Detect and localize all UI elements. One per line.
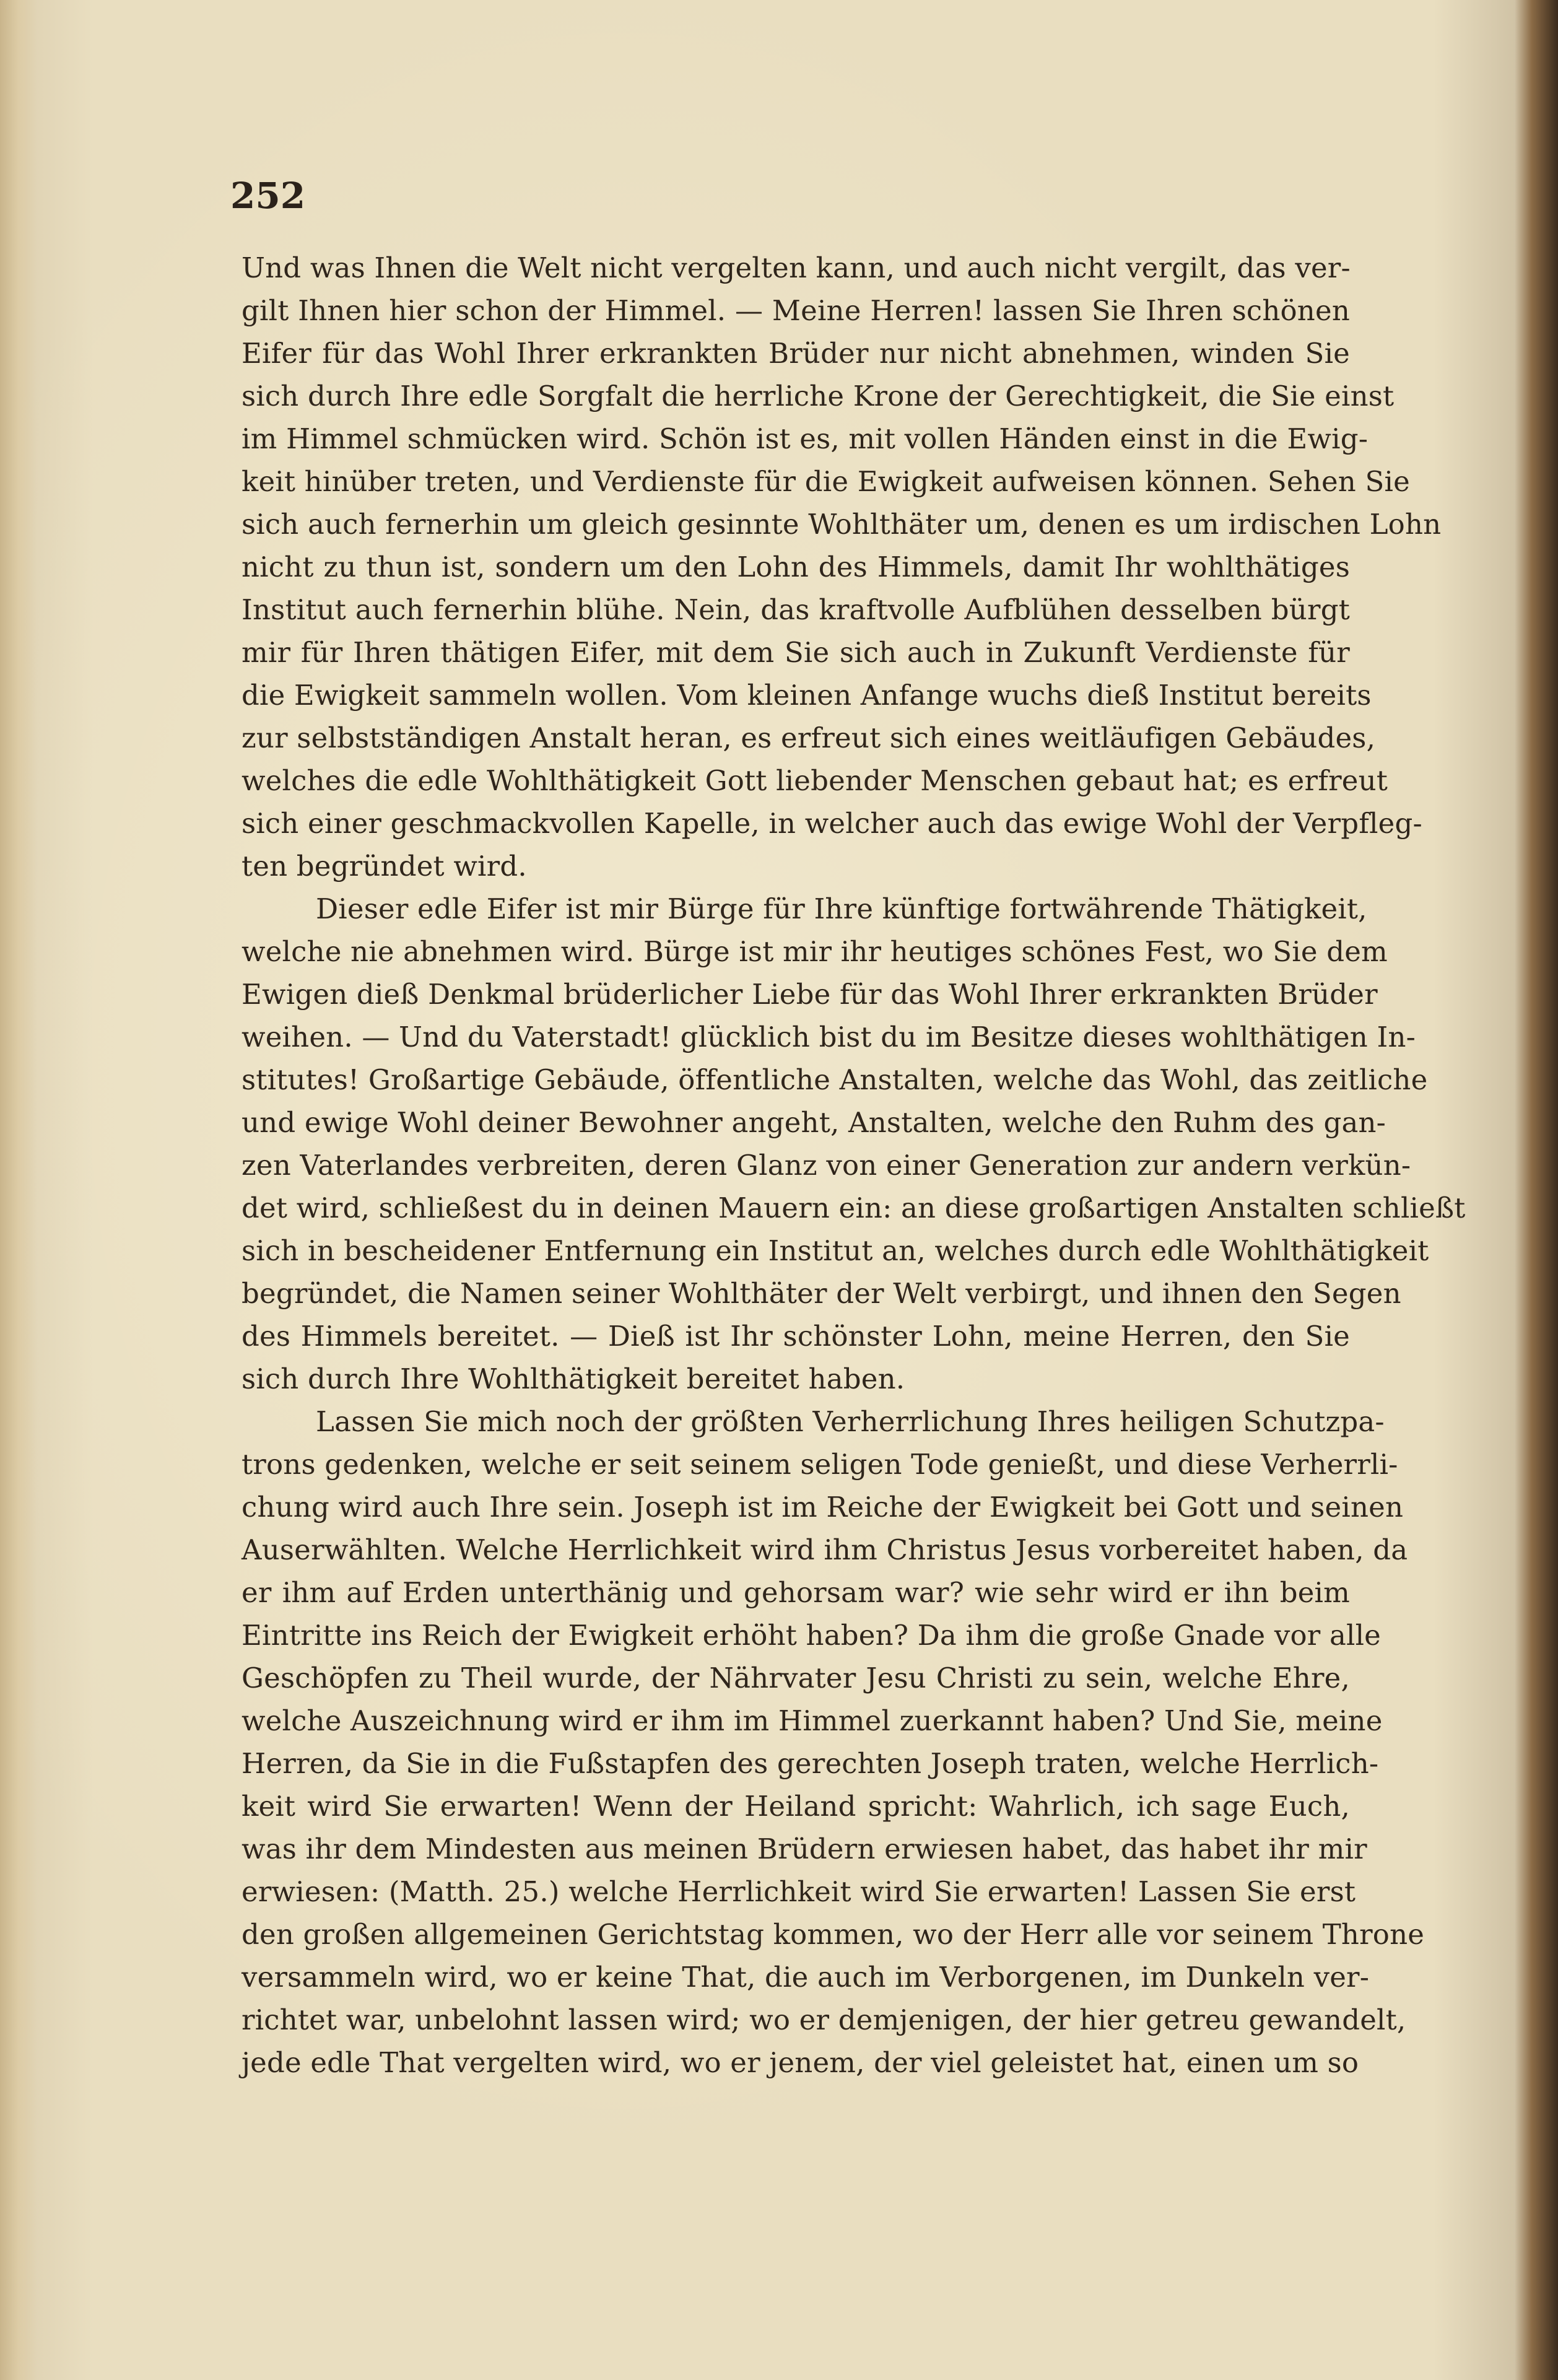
text-line: Ewigen dieß Denkmal brüderlicher Liebe für das Wohl Ihrer erkrankten Brüder bbox=[242, 978, 1378, 1011]
page-gutter-left bbox=[0, 0, 37, 2380]
text-line: sich durch Ihre Wohlthätigkeit bereitet haben. bbox=[242, 1362, 905, 1395]
text-line: keit wird Sie erwarten! Wenn der Heiland spricht: Wahrlich, ich sage Euch, bbox=[242, 1790, 1350, 1823]
text-line: chung wird auch Ihre sein. Joseph ist im Reiche der Ewigkeit bei Gott und seinen bbox=[242, 1491, 1404, 1523]
text-line: jede edle That vergelten wird, wo er jenem, der viel geleistet hat, einen um so bbox=[242, 2046, 1359, 2079]
text-line: versammeln wird, wo er keine That, die auch im Verborgenen, im Dunkeln ver- bbox=[242, 1961, 1370, 1994]
text-line: was ihr dem Mindesten aus meinen Brüdern erwiesen habet, das habet ihr mir bbox=[242, 1833, 1367, 1865]
text-line: begründet, die Namen seiner Wohlthäter der Welt verbirgt, und ihnen den Segen bbox=[242, 1277, 1401, 1310]
text-line: die Ewigkeit sammeln wollen. Vom kleinen Anfange wuchs dieß Institut bereits bbox=[242, 679, 1372, 712]
text-line: Herren, da Sie in die Fußstapfen des gerechten Joseph traten, welche Herrlich- bbox=[242, 1747, 1379, 1780]
text-line: Eifer für das Wohl Ihrer erkrankten Brüder nur nicht abnehmen, winden Sie bbox=[242, 337, 1350, 370]
text-line: des Himmels bereitet. — Dieß ist Ihr schönster Lohn, meine Herren, den Sie bbox=[242, 1320, 1350, 1353]
text-line: Und was Ihnen die Welt nicht vergelten kann, und auch nicht vergilt, das ver- bbox=[242, 251, 1351, 284]
text-line: Lassen Sie mich noch der größten Verherrlichung Ihres heiligen Schutzpa- bbox=[316, 1405, 1385, 1438]
text-line: Dieser edle Eifer ist mir Bürge für Ihre künftige fortwährende Thätigkeit, bbox=[316, 892, 1367, 925]
text-line: ten begründet wird. bbox=[242, 850, 527, 883]
text-line: welche Auszeichnung wird er ihm im Himmel zuerkannt haben? Und Sie, meine bbox=[242, 1704, 1383, 1737]
text-line: Geschöpfen zu Theil wurde, der Nährvater Jesu Christi zu sein, welche Ehre, bbox=[242, 1662, 1350, 1694]
text-line: trons gedenken, welche er seit seinem seligen Tode genießt, und diese Verherrli- bbox=[242, 1448, 1398, 1481]
text-line: welche nie abnehmen wird. Bürge ist mir ihr heutiges schönes Fest, wo Sie dem bbox=[242, 935, 1388, 968]
text-line: sich auch fernerhin um gleich gesinnte Wohlthäter um, denen es um irdischen Lohn bbox=[242, 508, 1442, 541]
text-line: den großen allgemeinen Gerichtstag kommen, wo der Herr alle vor seinem Throne bbox=[242, 1918, 1425, 1951]
text-line: gilt Ihnen hier schon der Himmel. — Meine Herren! lassen Sie Ihren schönen bbox=[242, 294, 1350, 327]
text-line: keit hinüber treten, und Verdienste für die Ewigkeit aufweisen können. Sehen Sie bbox=[242, 465, 1410, 498]
text-line: und ewige Wohl deiner Bewohner angeht, Anstalten, welche den Ruhm des gan- bbox=[242, 1106, 1386, 1139]
text-line: det wird, schließest du in deinen Mauern ein: an diese großartigen Anstalten schließt bbox=[242, 1192, 1466, 1224]
text-line: sich durch Ihre edle Sorgfalt die herrliche Krone der Gerechtigkeit, die Sie einst bbox=[242, 380, 1395, 412]
page-binding-edge bbox=[1515, 0, 1558, 2380]
text-line: im Himmel schmücken wird. Schön ist es, mit vollen Händen einst in die Ewig- bbox=[242, 422, 1369, 455]
text-line: erwiesen: (Matth. 25.) welche Herrlichkeit wird Sie erwarten! Lassen Sie erst bbox=[242, 1875, 1356, 1908]
text-line: Auserwählten. Welche Herrlichkeit wird ihm Christus Jesus vorbereitet haben, da bbox=[242, 1533, 1408, 1566]
text-line: mir für Ihren thätigen Eifer, mit dem Sie sich auch in Zukunft Verdienste für bbox=[242, 636, 1350, 669]
text-line: weihen. — Und du Vaterstadt! glücklich bist du im Besitze dieses wohlthätigen In- bbox=[242, 1021, 1416, 1053]
text-line: welches die edle Wohlthätigkeit Gott liebender Menschen gebaut hat; es erfreut bbox=[242, 764, 1388, 797]
text-line: Institut auch fernerhin blühe. Nein, das kraftvolle Aufblühen desselben bürgt bbox=[242, 593, 1350, 626]
body-text bbox=[242, 246, 1466, 2084]
text-line: stitutes! Großartige Gebäude, öffentliche Anstalten, welche das Wohl, das zeitliche bbox=[242, 1063, 1428, 1096]
text-line: zen Vaterlandes verbreiten, deren Glanz von einer Generation zur andern verkün- bbox=[242, 1149, 1411, 1182]
text-line: nicht zu thun ist, sondern um den Lohn des Himmels, damit Ihr wohlthätiges bbox=[242, 551, 1350, 583]
text-line: Eintritte ins Reich der Ewigkeit erhöht haben? Da ihm die große Gnade vor alle bbox=[242, 1619, 1381, 1652]
text-line: richtet war, unbelohnt lassen wird; wo er demjenigen, der hier getreu gewandelt, bbox=[242, 2003, 1406, 2036]
text-line: sich einer geschmackvollen Kapelle, in welcher auch das ewige Wohl der Verpfleg- bbox=[242, 807, 1422, 840]
text-line: sich in bescheidener Entfernung ein Institut an, welches durch edle Wohlthätigkeit bbox=[242, 1234, 1429, 1267]
text-line: er ihm auf Erden unterthänig und gehorsam war? wie sehr wird er ihn beim bbox=[242, 1576, 1350, 1609]
page-number: 252 bbox=[230, 175, 306, 217]
text-line: zur selbstständigen Anstalt heran, es erfreut sich eines weitläufigen Gebäudes, bbox=[242, 721, 1376, 754]
